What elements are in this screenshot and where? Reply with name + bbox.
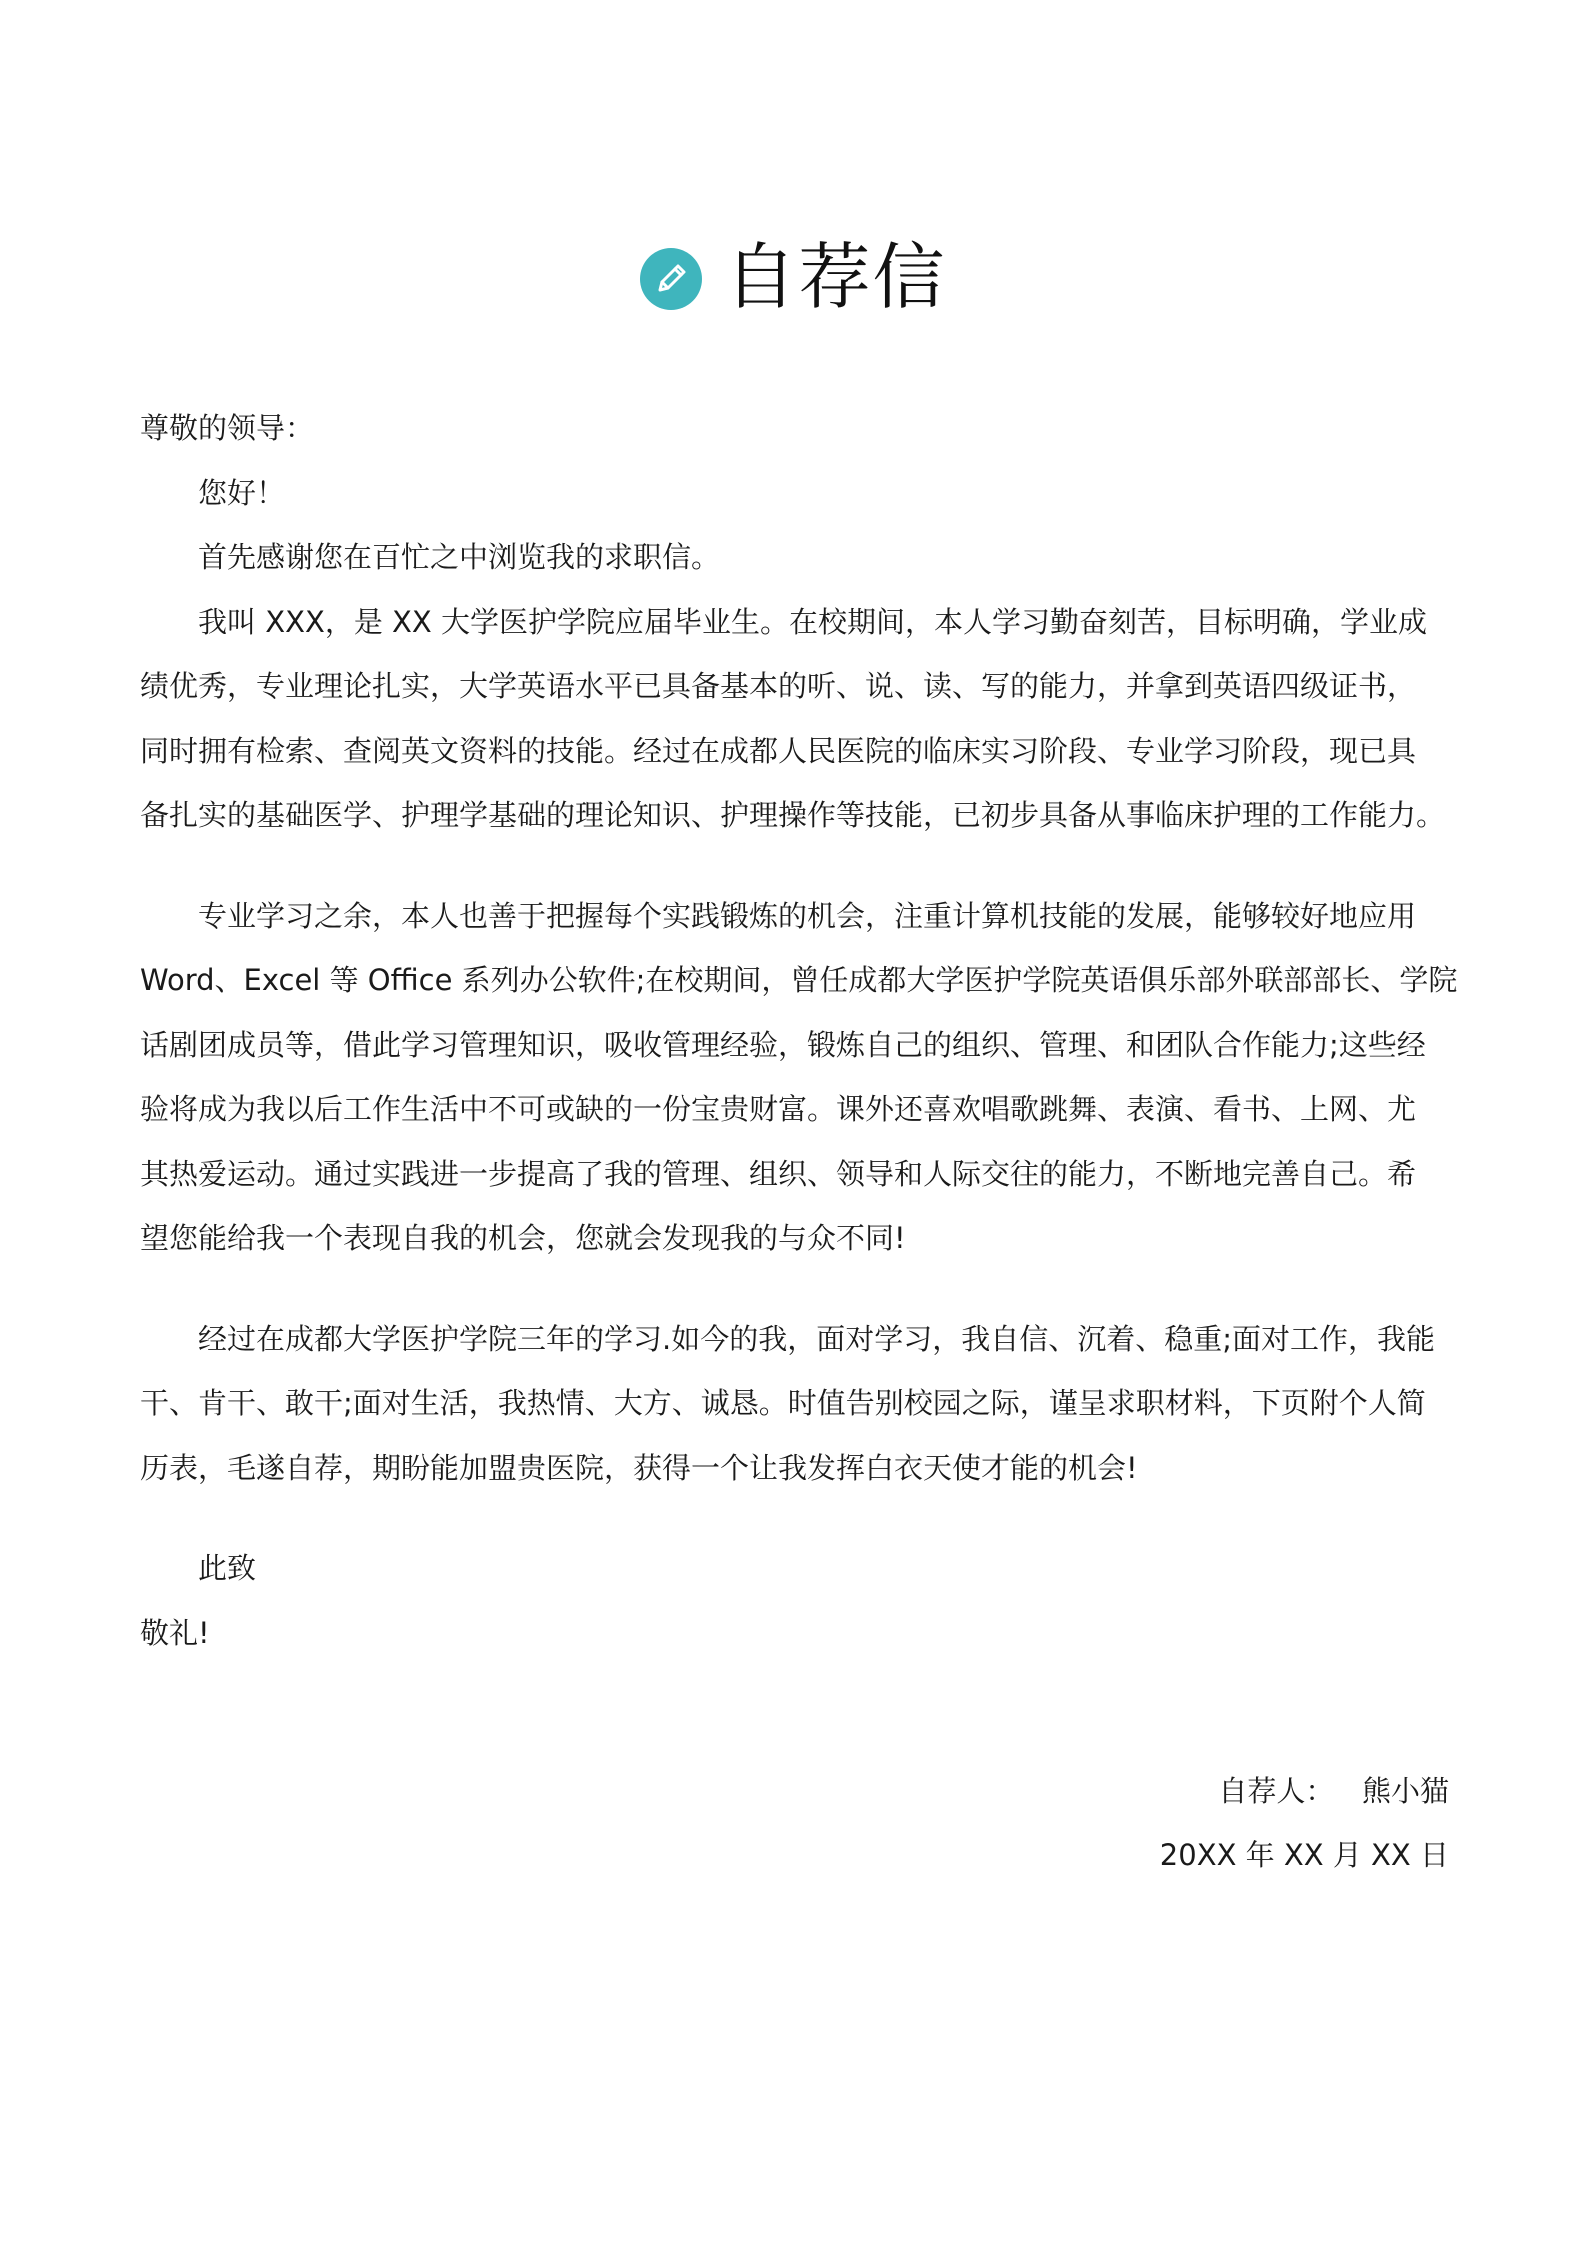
letter-body [140, 396, 1458, 1665]
closing-line-1: 此致 [198, 1551, 257, 1585]
paragraph-line: 同时拥有检索、查阅英文资料的技能。经过在成都人民医院的临床实习阶段、专业学习阶段，现已具 [140, 733, 1417, 768]
closing-line-2: 敬礼! [140, 1615, 210, 1650]
paragraph-line: 干、肯干、敢干;面对生活，我热情、大方、诚恳。时值告别校园之际，谨呈求职材料，下页附个人简 [140, 1386, 1426, 1420]
paragraph-line: 绩优秀，专业理论扎实，大学英语水平已具备基本的听、说、读、写的能力，并拿到英语四级证书， [140, 669, 1417, 703]
date: 20XX 年 XX 月 XX 日 [1159, 1838, 1449, 1872]
paragraph-1 [140, 590, 1452, 848]
signature: 自荐人： 熊小猫 [1218, 1774, 1449, 1808]
page-title: 自荐信 [724, 235, 947, 319]
paragraph-line: 望您能给我一个表现自我的机会，您就会发现我的与众不同! [140, 1221, 906, 1255]
paragraph-3 [140, 1307, 1452, 1501]
pencil-icon [640, 248, 702, 310]
paragraph-line: Word、Excel 等 Office 系列办公软件;在校期间，曾任成都大学医护学院英语俱乐部外联部部长、学院 [140, 963, 1458, 997]
paragraph-line: 专业学习之余，本人也善于把握每个实践锻炼的机会，注重计算机技能的发展，能够较好地应用 [198, 898, 1417, 933]
paragraph-line: 历表，毛遂自荐，期盼能加盟贵医院，获得一个让我发挥白衣天使才能的机会! [140, 1450, 1138, 1485]
greeting: 您好！ [198, 475, 286, 510]
paragraph-line: 我叫 XXX，是 XX 大学医护学院应届毕业生。在校期间，本人学习勤奋刻苦，目标明确，学业成 [198, 604, 1427, 639]
intro-line: 首先感谢您在百忙之中浏览我的求职信。 [198, 540, 721, 574]
title-row [0, 232, 1587, 322]
paragraph-line: 验将成为我以后工作生活中不可或缺的一份宝贵财富。课外还喜欢唱歌跳舞、表演、看书、上网、尤 [140, 1092, 1417, 1126]
paragraph-2 [140, 884, 1458, 1271]
paragraph-line: 备扎实的基础医学、护理学基础的理论知识、护理操作等技能，已初步具备从事临床护理的工作能力。 [140, 798, 1446, 832]
paragraph-line: 经过在成都大学医护学院三年的学习.如今的我，面对学习，我自信、沉着、稳重;面对工作，我能 [198, 1321, 1435, 1356]
paragraph-line: 话剧团成员等，借此学习管理知识，吸收管理经验，锻炼自己的组织、管理、和团队合作能力;这些经 [140, 1027, 1426, 1062]
signature-block [1160, 1759, 1449, 1887]
salutation: 尊敬的领导： [140, 411, 315, 445]
paragraph-line: 其热爱运动。通过实践进一步提高了我的管理、组织、领导和人际交往的能力，不断地完善自己。希 [140, 1156, 1417, 1191]
